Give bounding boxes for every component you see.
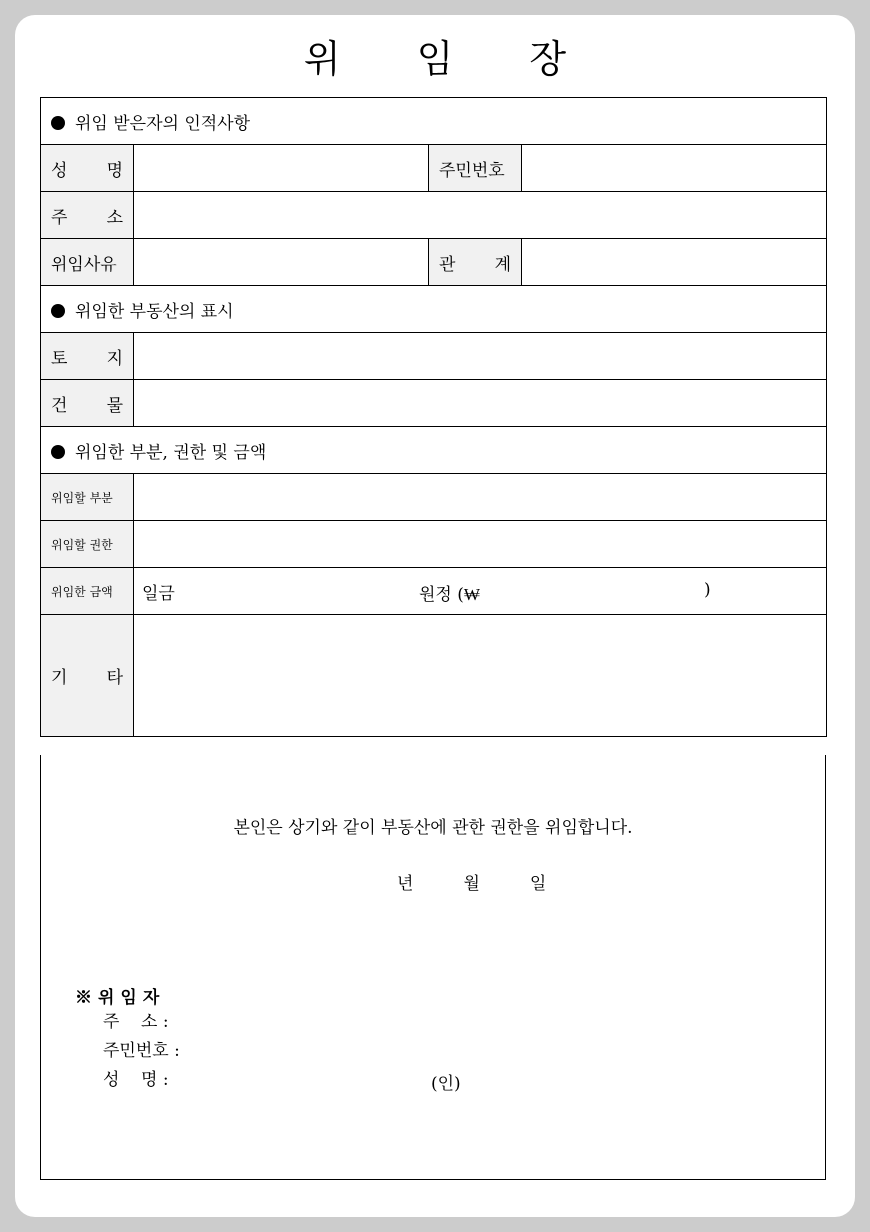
label-char: 지 (106, 348, 123, 369)
address-field[interactable] (134, 192, 827, 239)
label-char: 기 (51, 668, 68, 688)
grantor-block (75, 983, 180, 1095)
id-field[interactable] (522, 145, 827, 192)
amount-won-label: 원정 (₩ (419, 585, 480, 605)
section-heading-grantee (41, 98, 827, 145)
relation-field[interactable] (522, 239, 827, 286)
section-title: 위임 받은자의 인적사항 (75, 113, 251, 134)
declaration-statement: 본인은 상기와 같이 부동산에 관한 권한을 위임합니다. (233, 818, 633, 838)
date-line (397, 869, 596, 894)
amount-prefix: 일금 (142, 583, 175, 604)
section-title: 위임한 부동산의 표시 (75, 301, 234, 322)
relation-label (429, 239, 522, 286)
label-char: 소 (106, 207, 123, 228)
title-char: 위 (303, 37, 341, 81)
id-label: 주민번호 (429, 145, 522, 192)
label-char: 주 (51, 207, 68, 228)
bullet-icon (51, 304, 65, 318)
label-char: 토 (51, 348, 68, 369)
section-title: 위임한 부분, 권한 및 금액 (75, 442, 267, 463)
label-char: 타 (106, 668, 123, 688)
document-title (0, 28, 870, 83)
reason-field[interactable] (134, 239, 429, 286)
authority-field[interactable] (134, 521, 827, 568)
land-field[interactable] (134, 333, 827, 380)
amount-label: 위임한 금액 (41, 568, 134, 615)
other-field[interactable] (134, 615, 827, 737)
name-label (41, 145, 134, 192)
address-label (41, 192, 134, 239)
day-label: 일 (529, 874, 547, 894)
title-char: 장 (529, 37, 567, 81)
title-char: 임 (416, 37, 454, 81)
building-field[interactable] (134, 380, 827, 427)
authority-label: 위임할 권한 (41, 521, 134, 568)
land-label (41, 333, 134, 380)
building-label (41, 380, 134, 427)
bullet-icon (51, 445, 65, 459)
label-char: 물 (106, 395, 123, 416)
bullet-icon (51, 116, 65, 130)
grantor-name-label: 성 명 : (103, 1070, 169, 1090)
name-field[interactable] (134, 145, 429, 192)
part-label: 위임할 부분 (41, 474, 134, 521)
month-label: 월 (463, 874, 480, 894)
other-label (41, 615, 134, 737)
form-table (40, 97, 827, 737)
amount-close-paren: ) (704, 580, 711, 600)
label-char: 계 (494, 254, 511, 275)
section-heading-scope (41, 427, 827, 474)
label-char: 성 (51, 160, 68, 181)
grantor-id-label: 주민번호 : (103, 1041, 180, 1061)
grantor-heading: ※위임자 (75, 988, 166, 1008)
year-label: 년 (397, 874, 414, 894)
amount-field[interactable] (134, 568, 827, 615)
part-field[interactable] (134, 474, 827, 521)
label-char: 관 (439, 254, 456, 275)
reason-label: 위임사유 (41, 239, 134, 286)
section-heading-property (41, 286, 827, 333)
seal-mark: (인) (431, 1074, 461, 1094)
label-char: 건 (51, 395, 68, 416)
grantor-address-label: 주 소 : (103, 1012, 169, 1032)
declaration-box (40, 755, 826, 1180)
label-char: 명 (106, 160, 123, 181)
